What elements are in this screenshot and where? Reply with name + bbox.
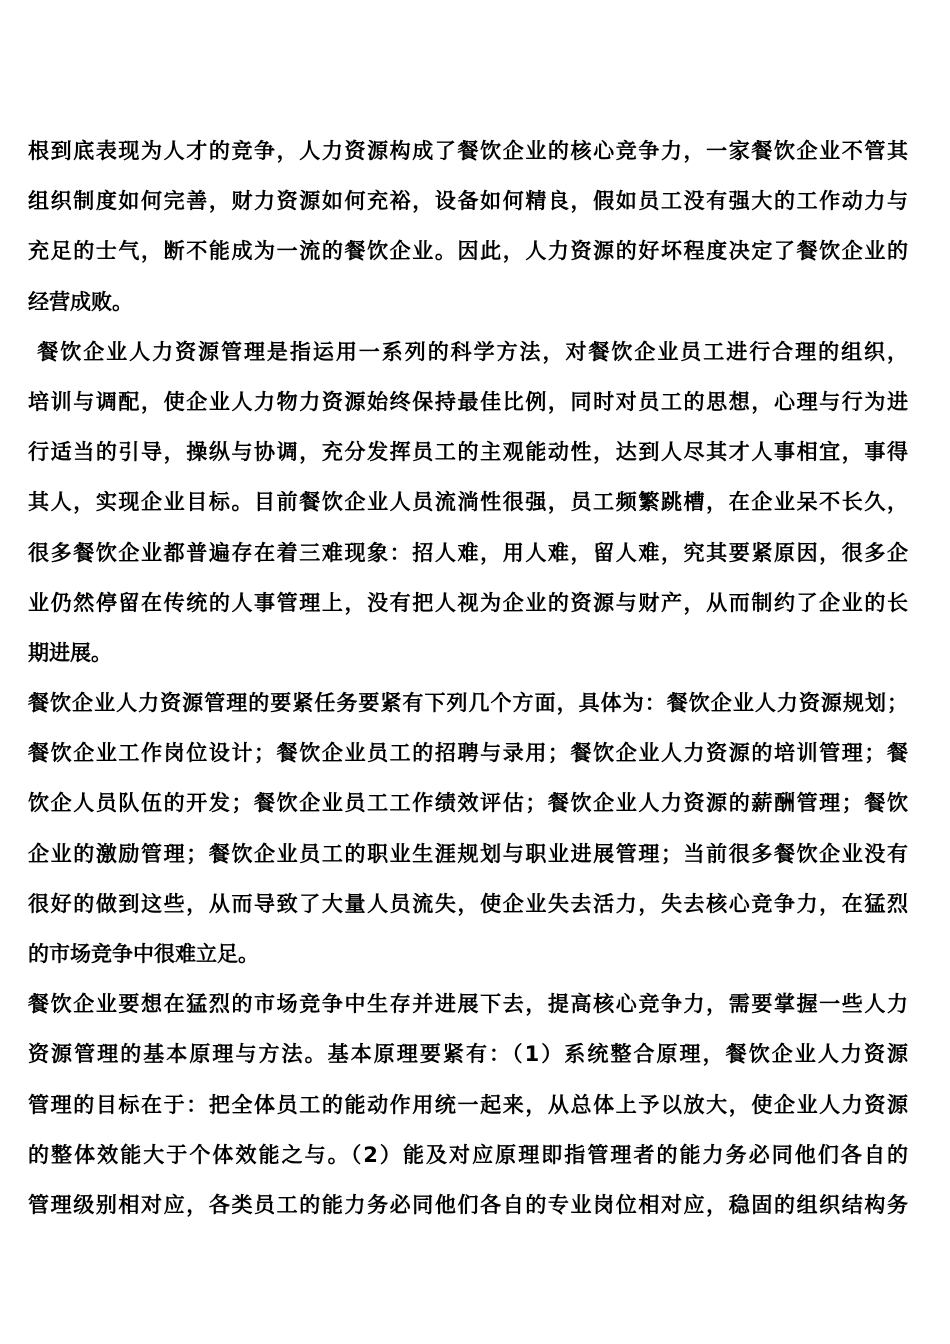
text-line: 的整体效能大于个体效能之与。（2）能及对应原理即指管理者的能力务必同他们各自的 xyxy=(28,1142,908,1167)
text-line: 餐饮企业工作岗位设计；餐饮企业员工的招聘与录用；餐饮企业人力资源的培训管理；餐 xyxy=(28,741,908,766)
text-line: 餐饮企业要想在猛烈的市场竞争中生存并进展下去，提高核心竞争力，需要掌握一些人力 xyxy=(28,992,908,1017)
text-line: 企业的激励管理；餐饮企业员工的职业生涯规划与职业进展管理；当前很多餐饮企业没有 xyxy=(28,841,908,866)
text-line: 经营成败。 xyxy=(28,289,133,314)
text-line: 很多餐饮企业都普遍存在着三难现象：招人难，用人难，留人难，究其要紧原因，很多企 xyxy=(28,540,908,565)
paragraph-1 xyxy=(28,126,908,327)
paragraph-2 xyxy=(28,327,908,678)
text-line: 饮企人员队伍的开发；餐饮企业员工工作绩效评估；餐饮企业人力资源的薪酬管理；餐饮 xyxy=(28,791,908,816)
text-line: 餐饮企业人力资源管理是指运用一系列的科学方法，对餐饮企业员工进行合理的组织， xyxy=(28,339,908,364)
text-line: 业仍然停留在传统的人事管理上，没有把人视为企业的资源与财产，从而制约了企业的长 xyxy=(28,590,908,615)
text-line: 根到底表现为人才的竞争，人力资源构成了餐饮企业的核心竞争力，一家餐饮企业不管其 xyxy=(28,139,908,163)
text-line: 资源管理的基本原理与方法。基本原理要紧有：（1）系统整合原理，餐饮企业人力资源 xyxy=(28,1042,908,1067)
text-line: 培训与调配，使企业人力物力资源始终保持最佳比例，同时对员工的思想，心理与行为进 xyxy=(28,389,908,414)
paragraph-4 xyxy=(28,979,908,1230)
paragraph-3 xyxy=(28,678,908,979)
text-line: 管理级别相对应，各类员工的能力务必同他们各自的专业岗位相对应，稳固的组织结构务 xyxy=(28,1192,908,1217)
text-line: 很好的做到这些，从而导致了大量人员流失，使企业失去活力，失去核心竞争力，在猛烈 xyxy=(28,891,908,916)
text-line: 期进展。 xyxy=(28,640,112,665)
document-page xyxy=(28,126,908,1230)
text-line: 组织制度如何完善，财力资源如何充裕，设备如何精良，假如员工没有强大的工作动力与 xyxy=(28,189,908,214)
text-line: 其人，实现企业目标。目前餐饮企业人员流淌性很强，员工频繁跳槽，在企业呆不长久， xyxy=(28,490,908,515)
text-line: 餐饮企业人力资源管理的要紧任务要紧有下列几个方面，具体为：餐饮企业人力资源规划； xyxy=(28,691,908,716)
text-line: 行适当的引导，操纵与协调，充分发挥员工的主观能动性，达到人尽其才人事相宜，事得 xyxy=(28,440,908,465)
text-line: 管理的目标在于：把全体员工的能动作用统一起来，从总体上予以放大，使企业人力资源 xyxy=(28,1092,908,1117)
text-line: 的市场竞争中很难立足。 xyxy=(28,942,259,966)
text-line: 充足的士气，断不能成为一流的餐饮企业。因此，人力资源的好坏程度决定了餐饮企业的 xyxy=(28,239,908,264)
